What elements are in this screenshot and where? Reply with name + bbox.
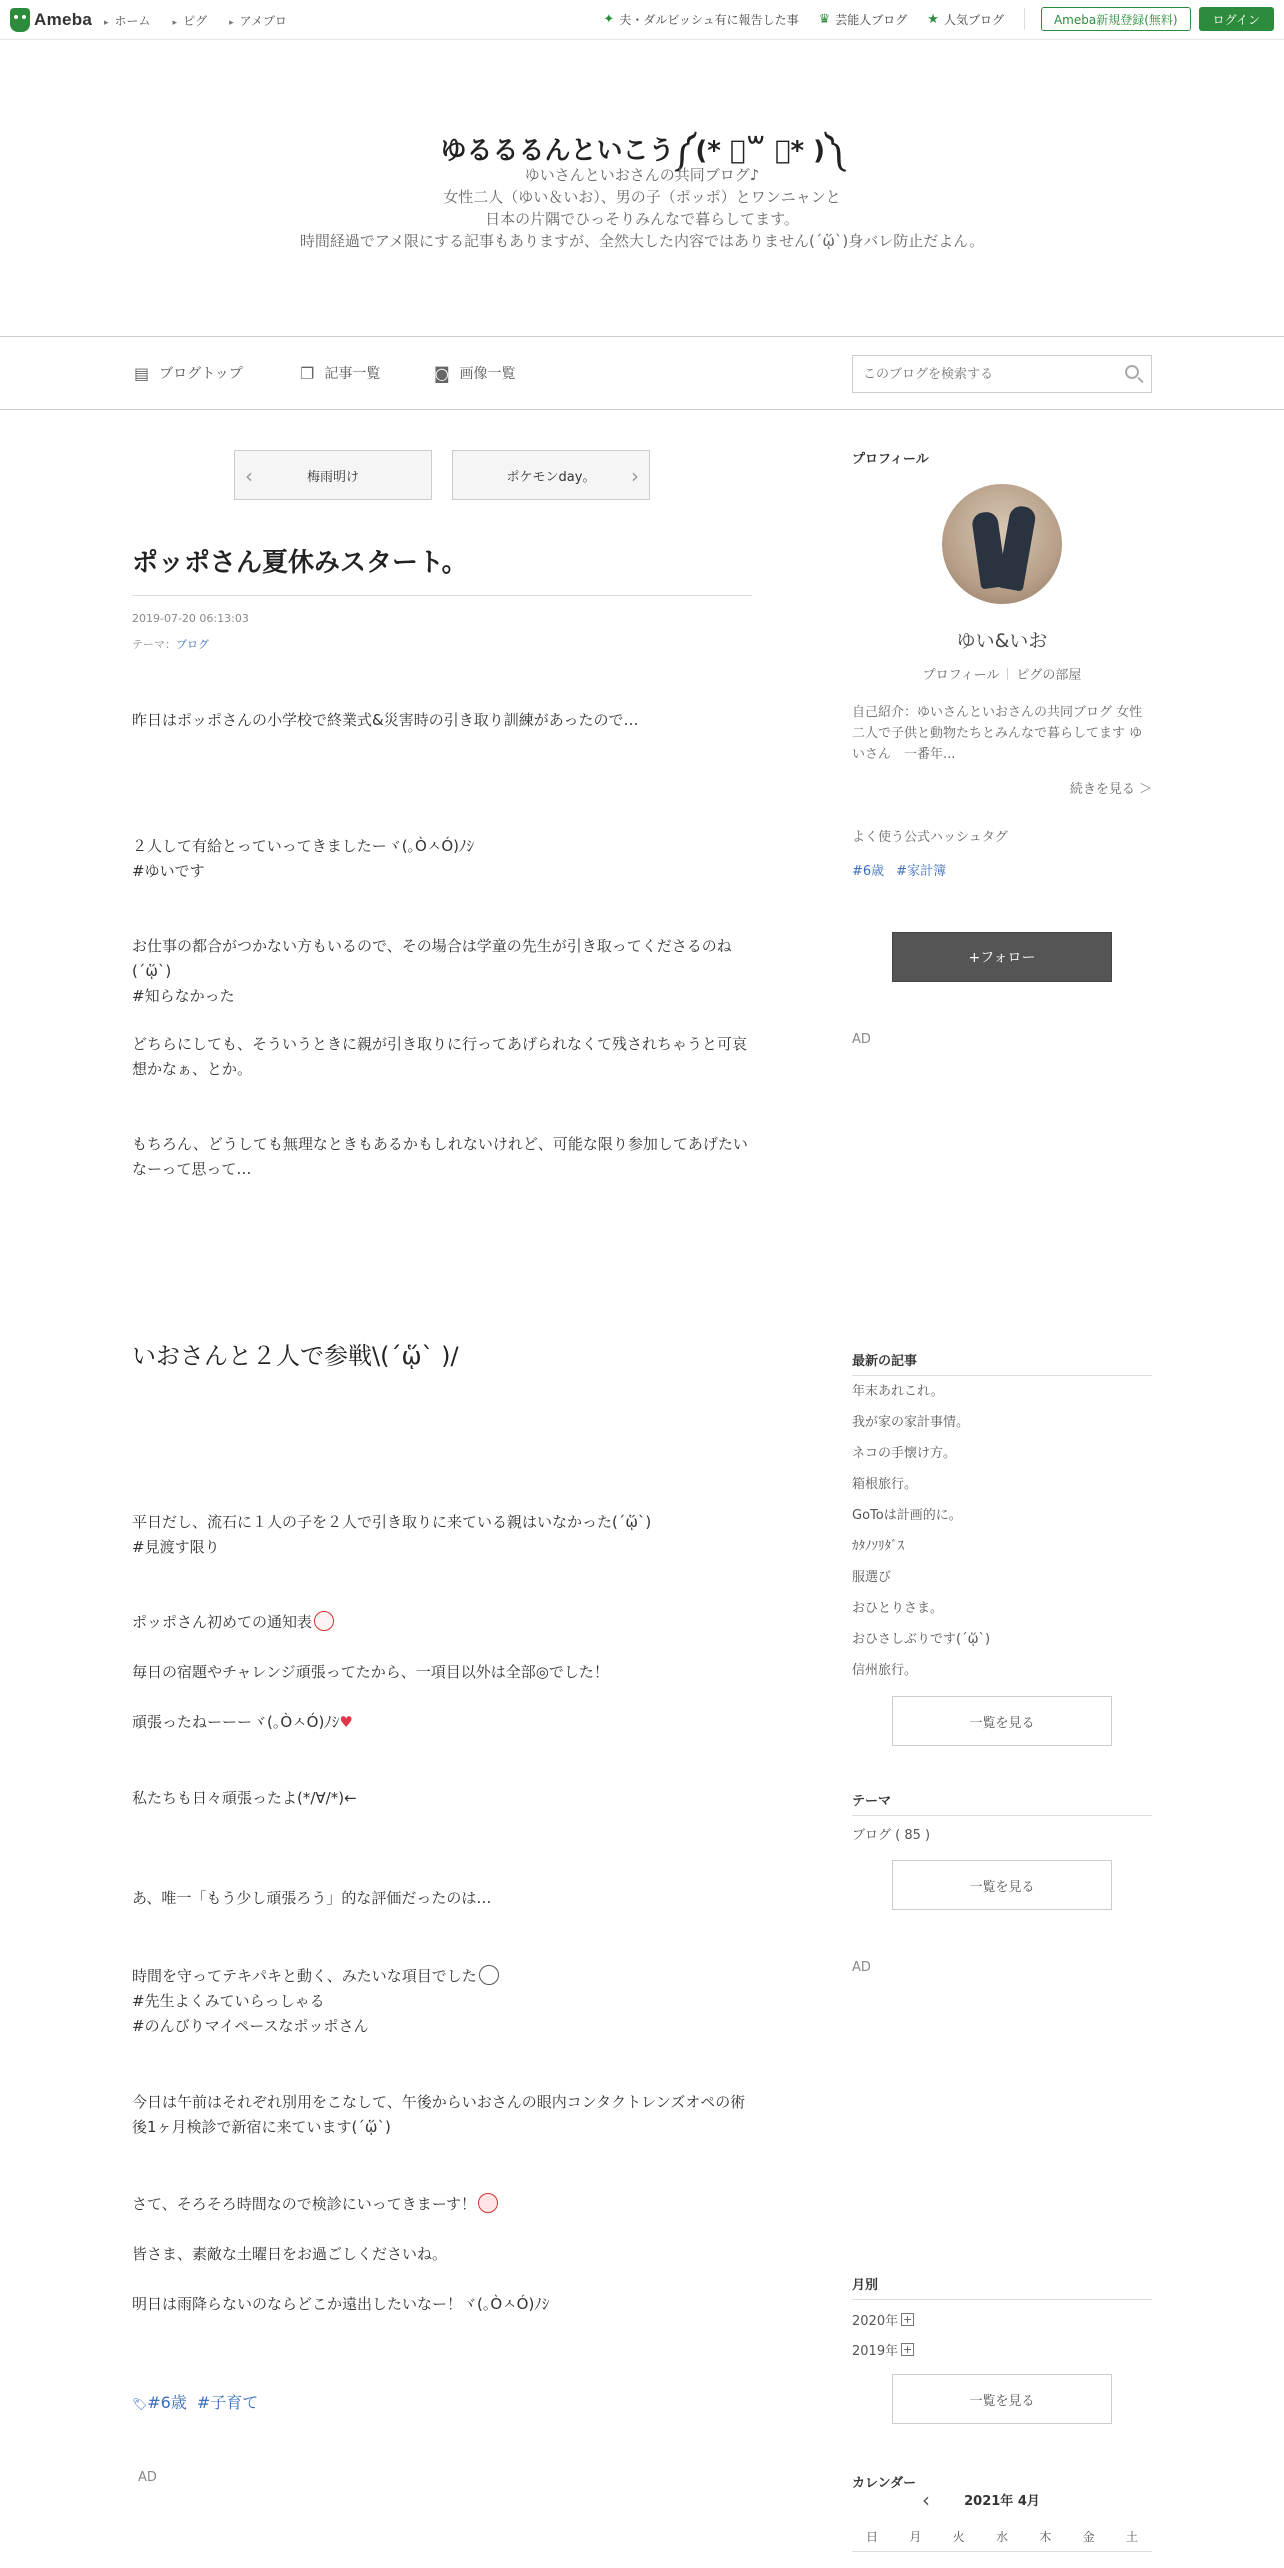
profile-name[interactable]: ゆい&いお [956, 630, 1048, 652]
link-divider [1007, 668, 1008, 680]
blog-search [852, 355, 1152, 393]
recent-item[interactable]: 箱根旅行。 [852, 1477, 918, 1492]
recent-item[interactable]: 服選び [852, 1570, 892, 1585]
logo-text: Ameba [34, 10, 93, 29]
celebrity-blog-link[interactable] [819, 11, 908, 28]
featured-article-label: 夫・ダルビッシュ有に報告した事 [619, 12, 799, 27]
weekday: 金 [1082, 2530, 1095, 2544]
tag-icon: 🏷 [132, 2397, 148, 2411]
entry-list-link[interactable] [300, 363, 380, 383]
recent-list [852, 1382, 1152, 1692]
monthly-list-more-button[interactable]: 一覧を見る [892, 2374, 1112, 2424]
entry-paragraph [132, 1964, 752, 2039]
entry-paragraph [132, 1610, 752, 1635]
prev-entry-label: 梅雨明け [306, 469, 359, 485]
blog-desc-line: 日本の片隅でひっそりみんなで暮らしてます。 [485, 210, 799, 228]
recent-item[interactable]: おひさしぶりです(´ᾥ`) [852, 1632, 991, 1647]
blog-description [0, 164, 1284, 252]
entry-paragraph: あ、唯一「もう少し頑張ろう」的な評価だったのは… [132, 1889, 492, 1907]
recent-item[interactable]: 我が家の家計事情。 [852, 1415, 970, 1430]
image-list-link[interactable] [434, 363, 516, 383]
theme-heading: テーマ [852, 1790, 1152, 1816]
global-header [0, 0, 1284, 40]
header-divider [1024, 8, 1025, 30]
entry-paragraph [132, 1510, 752, 1560]
profile-intro: 自己紹介：ゆいさんといおさんの共同ブログ 女性二人で子供と動物たちとみんなで暮らしてます ゆいさん 一番年... [852, 705, 1143, 762]
chevron-right-icon: › [631, 464, 639, 488]
sparkle-icon: ✦ [603, 11, 615, 27]
sticker-face-icon [478, 2193, 498, 2213]
header-right [583, 7, 1274, 31]
follow-button[interactable]: +フォロー [892, 932, 1112, 982]
entry-hashtag-line: #のんびりマイペースなポッポさん [132, 2017, 369, 2035]
ad-label: AD [852, 1960, 871, 1975]
calendar-month: 2021年 4月 [964, 2494, 1040, 2509]
hashtag-link[interactable]: #6歳 [852, 864, 885, 879]
global-nav [104, 12, 287, 29]
entry-line: ポッポさん初めての通知表 [132, 1613, 313, 1631]
entry-paragraph: 明日は雨降らないのならどこか遠出したいなー！ヾ(｡ÒㅅÓ)ﾉｼ [132, 2295, 550, 2313]
copy-icon: ❐ [300, 363, 315, 383]
recent-item[interactable]: ｶﾀﾉｿﾘﾀﾞｽ [852, 1539, 904, 1554]
camera-icon: ◙ [434, 363, 450, 383]
entry-hashtag-line: #先生よくみていらっしゃる [132, 1992, 325, 2010]
entry-paragraph [132, 1710, 752, 1735]
entry-subheading: いおさんと２人で参戦\(´ᾥ` )/ [132, 1342, 459, 1370]
celebrity-blog-label: 芸能人ブログ [835, 12, 908, 27]
calendar-weekdays [852, 2528, 1152, 2552]
month-item[interactable] [852, 2340, 914, 2359]
entry-title[interactable]: ポッポさん夏休みスタート。 [132, 542, 752, 596]
monthly-heading: 月別 [852, 2274, 1152, 2300]
profile-link[interactable]: プロフィール [922, 668, 1000, 683]
entry-line: さて、そろそろ時間なので検診にいってきまーす！ [132, 2195, 476, 2213]
entry-paragraph [132, 2192, 752, 2217]
login-button[interactable]: ログイン [1199, 7, 1274, 31]
recent-item[interactable]: 年末あれこれ。 [852, 1384, 944, 1399]
month-label: 2019年 [852, 2344, 899, 2359]
chevron-left-icon[interactable]: ‹ [922, 2488, 930, 2512]
ameba-logo[interactable] [10, 8, 92, 32]
month-label: 2020年 [852, 2314, 899, 2329]
expand-plus-icon[interactable]: + [902, 2343, 913, 2356]
recent-list-more-button[interactable]: 一覧を見る [892, 1696, 1112, 1746]
entry-date: 2019-07-20 06:13:03 [132, 612, 249, 625]
avatar-figure [997, 504, 1037, 591]
blog-header [0, 40, 1284, 336]
nav-ameblo[interactable]: ▸ アメブロ [229, 12, 287, 29]
entry-line: 頑張ったねーーーヾ(｡ÒㅅÓ)ﾉｼ [132, 1713, 340, 1731]
entry-theme [132, 636, 209, 652]
crown-icon: ♛ [818, 11, 831, 27]
blog-title[interactable]: ゆるるるんといこう༼(* ॑꒳ ॑* )༽ [440, 136, 844, 166]
chevron-left-icon: ‹ [245, 464, 253, 488]
search-icon[interactable] [1125, 365, 1139, 379]
document-icon: ▤ [134, 363, 150, 383]
next-entry-label: ポケモンday。 [506, 469, 596, 485]
entry-paragraph [132, 834, 752, 884]
pigg-room-link[interactable]: ピグの部屋 [1016, 668, 1082, 683]
profile-links [852, 664, 1152, 683]
recent-item[interactable]: 信州旅行。 [852, 1663, 918, 1678]
read-more-link[interactable]: 続きを見る ＞ [1069, 782, 1152, 797]
profile-avatar[interactable] [942, 484, 1062, 604]
blog-nav [0, 336, 1284, 410]
entry-list-label: 記事一覧 [324, 366, 381, 382]
entry-paragraph: どちらにしても、そういうときに親が引き取りに行ってあげられなくて残されちゃうと可哀想かなぁ、とか。 [132, 1035, 748, 1078]
hashtag-link[interactable]: #子育て [196, 2393, 259, 2412]
popular-blog-label: 人気ブログ [943, 12, 1004, 27]
star-icon: ★ [927, 11, 939, 27]
ad-label: AD [852, 1032, 871, 1047]
theme-item[interactable]: ブログ ( 85 ) [852, 1828, 931, 1843]
entry-theme-prefix: テーマ： [132, 638, 176, 651]
blog-desc-line: 時間経過でアメ限にする記事もありますが、全然大した内容ではありません(´ᾥ`)身バレ防止だよん。 [299, 232, 985, 250]
weekday: 月 [909, 2530, 922, 2544]
weekday: 水 [995, 2530, 1008, 2544]
heart-icon: ♥ [339, 1713, 353, 1731]
entry-line: 平日だし、流石に１人の子を２人で引き取りに来ている親はいなかった(´ᾥ`) [132, 1513, 652, 1531]
recent-item[interactable]: おひとりさま。 [852, 1601, 944, 1616]
profile-heading: プロフィール [852, 452, 929, 467]
sticker-face-icon [314, 1611, 334, 1631]
recent-item[interactable]: GoToは計画的に。 [852, 1508, 962, 1523]
official-hashtags [852, 860, 946, 879]
entry-paragraph: 毎日の宿題やチャレンジ頑張ってたから、一項目以外は全部◎でした！ [132, 1663, 609, 1681]
blog-desc-line: ゆいさんといおさんの共同ブログ♪ [524, 166, 760, 184]
blog-top-label: ブログトップ [159, 366, 243, 382]
entry-line: 時間を守ってテキパキと動く、みたいな項目でした [132, 1967, 477, 1985]
nav-home[interactable]: ▸ ホーム [104, 12, 151, 29]
entry-line: お仕事の都合がつかない方もいるので、その場合は学童の先生が引き取ってくださるのね(´ᾥ`) [132, 937, 732, 980]
expand-plus-icon[interactable]: + [902, 2313, 913, 2326]
hashtag-link[interactable]: #家計簿 [896, 864, 947, 879]
next-entry-button[interactable] [452, 450, 650, 500]
recent-heading: 最新の記事 [852, 1350, 1152, 1376]
blog-top-link[interactable] [134, 363, 243, 383]
entry-hashtag-line: #知らなかった [132, 987, 235, 1005]
entry-hashtag-line: #見渡す限り [132, 1538, 220, 1556]
blog-desc-line: 女性二人（ゆい＆いお）、男の子（ポッポ）とワンニャンと [443, 188, 841, 206]
image-list-label: 画像一覧 [459, 366, 516, 382]
entry-paragraph [132, 934, 752, 1009]
hashtag-heading: よく使う公式ハッシュタグ [852, 830, 1008, 845]
entry-line: ２人して有給とっていってきましたーヾ(｡ÒㅅÓ)ﾉｼ [132, 837, 475, 855]
ameba-logo-icon [10, 8, 30, 32]
popular-blog-link[interactable] [927, 11, 1004, 28]
hashtag-label: #6歳 [147, 2393, 187, 2412]
ad-label: AD [138, 2470, 157, 2485]
search-input[interactable] [853, 356, 1113, 392]
entry-paragraph: もちろん、どうしても無理なときもあるかもしれないけれど、可能な限り参加してあげたいなーって思って… [132, 1135, 748, 1178]
entry-paragraph: 皆さま、素敵な土曜日をお過ごしくださいね。 [132, 2245, 448, 2263]
weekday: 木 [1039, 2530, 1052, 2544]
month-item[interactable] [852, 2310, 914, 2329]
prev-entry-button[interactable] [234, 450, 432, 500]
weekday: 土 [1125, 2530, 1138, 2544]
entry-paragraph: 昨日はポッポさんの小学校で終業式&災害時の引き取り訓練があったので… [132, 711, 639, 729]
weekday: 日 [866, 2530, 879, 2544]
nav-pigg[interactable]: ▸ ピグ [173, 12, 208, 29]
recent-item[interactable]: ネコの手懐け方。 [852, 1446, 957, 1461]
weekday: 火 [952, 2530, 965, 2544]
featured-article-link[interactable] [603, 11, 798, 28]
entry-paragraph: 今日は午前はそれぞれ別用をこなして、午後からいおさんの眼内コンタクトレンズオペの術後1ヶ月検診で新宿に来ています(´ᾥ`) [132, 2093, 746, 2136]
entry-hashtag-line: #ゆいです [132, 862, 205, 880]
sticker-face-icon [479, 1965, 499, 1985]
entry-theme-link[interactable]: ブログ [176, 638, 209, 651]
calendar-heading: カレンダー [852, 2476, 917, 2491]
hashtag-link[interactable] [132, 2390, 187, 2413]
register-button[interactable]: Ameba新規登録(無料) [1041, 7, 1191, 31]
entry-hashtags [132, 2390, 258, 2413]
theme-list-more-button[interactable]: 一覧を見る [892, 1860, 1112, 1910]
entry-paragraph: 私たちも日々頑張ったよ(*/∀/*)← [132, 1789, 357, 1807]
